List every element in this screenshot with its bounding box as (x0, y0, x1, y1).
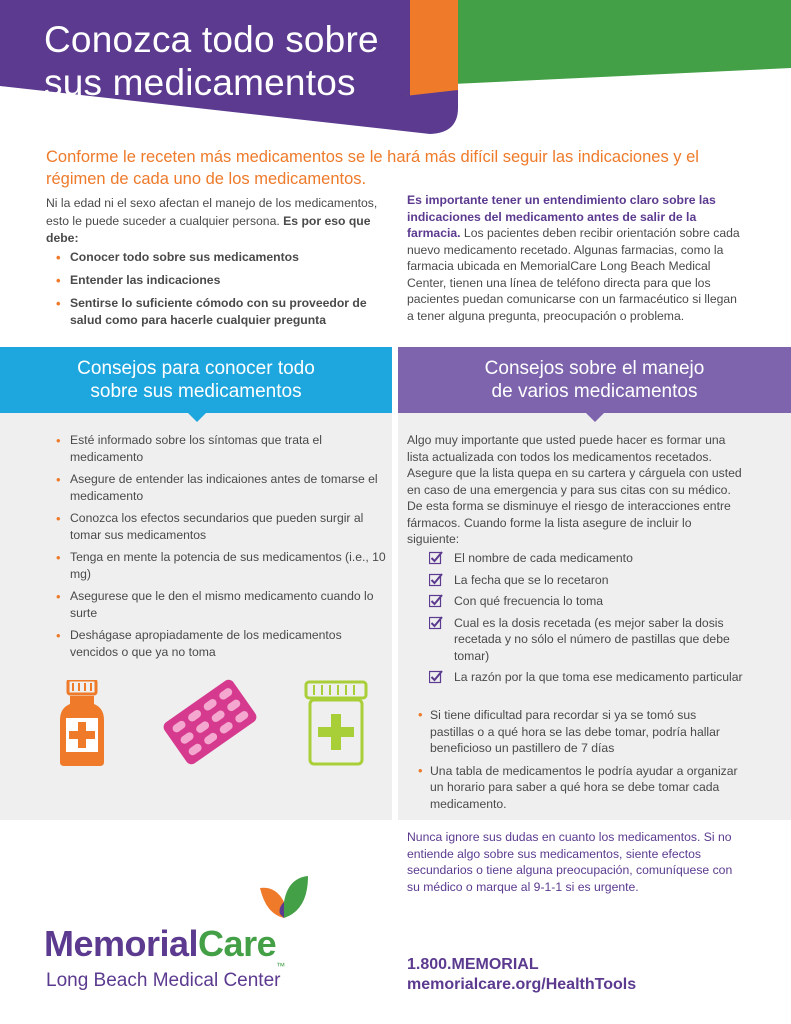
list-item: • Esté informado sobre los síntomas que trata el medicamento (56, 432, 386, 466)
pharmacy-text: Los pacientes deben recibir orientación sobre cada nuevo medicamento recetado. Algunas farmacias, como la farmacia ubicada en MemorialCare Long Beach Medical Center, tienen una línea de teléfono directa para que los pacientes puedan comunicarse con un farmacéutico si llegan a tener alguna pregunta, preocupación o problema. (407, 226, 740, 323)
phone-number[interactable]: 1.800.MEMORIAL (407, 956, 539, 973)
section-title-tips (0, 357, 392, 403)
tips-list (56, 432, 386, 666)
section-notch (188, 413, 206, 422)
checkbox-icon (429, 616, 443, 630)
section-header-manage (398, 347, 791, 413)
prescription-jar-icon (302, 680, 370, 766)
intro-strong: Es por eso que debe: (46, 213, 371, 245)
checklist-label: La razón por la que toma ese medicamento particular (454, 670, 743, 684)
checklist-label: Con qué frecuencia lo toma (454, 594, 604, 608)
logo-text-care: Care (198, 923, 277, 964)
list-item: • Si tiene dificultad para recordar si ya se tomó sus pastillas o a qué hora se las debe tomar, podría hallar beneficioso un pastillero de 7 días (418, 707, 738, 757)
section-title-line: sobre sus medicamentos (90, 381, 302, 402)
manage-intro: Algo muy importante que usted puede hacer es formar una lista actualizada con todos los medicamentos recetados. Asegure que la lista quepa en su cartera y cárguela con usted en caso de una emergencia y para sus citas con su médico. De esta forma se disminuye el riesgo de interacciones entre fármacos. Cuando forme la lista asegure de incluir lo siguiente: (407, 433, 742, 546)
intro-paragraph (46, 195, 386, 248)
checklist-item (429, 593, 749, 610)
list-item: • Deshágase apropiadamente de los medicamentos vencidos o que ya no toma (56, 627, 386, 661)
section-title-line: Consejos para conocer todo (77, 358, 315, 379)
checkbox-icon (429, 573, 443, 587)
logo-subtitle: Long Beach Medical Center (46, 970, 281, 991)
section-title-line: de varios medicamentos (491, 381, 698, 402)
intro-list (56, 249, 396, 335)
title-line-1: Conozca todo sobre (44, 19, 379, 60)
checklist-item (429, 615, 749, 665)
checklist-item (429, 669, 749, 686)
intro-text: Ni la edad ni el sexo afectan el manejo de los medicamentos, esto le puede suceder a cualquier persona. (46, 196, 378, 228)
closing-paragraph: Nunca ignore sus dudas en cuanto los medicamentos. Si no entiende algo sobre sus medicamentos, siente efectos secundarios o tiene alguna preocupación, comuníquese con su médico o marque al 9-1-1 si es urgente. (407, 830, 733, 894)
list-item: • Entender las indicaciones (56, 272, 396, 289)
pharmacy-paragraph (407, 192, 747, 324)
checklist (429, 550, 749, 691)
section-header-tips (0, 347, 392, 413)
section-title-line: Consejos sobre el manejo (484, 358, 705, 379)
list-item: • Una tabla de medicamentos le podría ayudar a organizar un horario para saber a qué hora se debe tomar cada medicamento. (418, 763, 738, 813)
memorialcare-logo (44, 923, 285, 971)
pharmacy-strong: Es importante tener un entendimiento claro sobre las indicaciones del medicamento antes de salir de la farmacia. (407, 193, 716, 240)
checklist-item (429, 550, 749, 567)
checklist-label: El nombre de cada medicamento (454, 551, 633, 565)
website-link[interactable]: memorialcare.org/HealthTools (407, 976, 637, 993)
list-item: • Asegurese que le den el mismo medicamento cuando lo surte (56, 588, 386, 622)
section-title-manage (398, 357, 791, 403)
manage-list (418, 707, 738, 818)
logo-text-memorial: Memorial (44, 923, 199, 964)
checkbox-icon (429, 551, 443, 565)
title-line-2: sus medicamentos (44, 62, 356, 103)
checkbox-icon (429, 670, 443, 684)
page-title (44, 18, 424, 104)
list-item: • Conozca los efectos secundarios que pueden surgir al tomar sus medicamentos (56, 510, 386, 544)
checklist-label: La fecha que se lo recetaron (454, 572, 609, 587)
section-notch (586, 413, 604, 422)
leaf-logo-icon (258, 874, 310, 922)
list-item: • Conocer todo sobre sus medicamentos (56, 249, 396, 266)
lead-paragraph: Conforme le receten más medicamentos se le hará más difícil seguir las indicaciones y el régimen de cada uno de los medicamentos. (46, 148, 699, 188)
medicine-bottle-icon (58, 680, 106, 768)
checklist-item (429, 572, 749, 589)
pill-blister-icon (158, 672, 262, 772)
checkbox-icon (429, 594, 443, 608)
checklist-label: Cual es la dosis recetada (es mejor saber la dosis recetada y no sólo el número de pastillas que debe tomar) (454, 615, 730, 663)
list-item: • Sentirse lo suficiente cómodo con su proveedor de salud como para hacerle cualquier pregunta (56, 295, 396, 329)
trademark-symbol: ™ (276, 961, 285, 971)
list-item: • Tenga en mente la potencia de sus medicamentos (i.e., 10 mg) (56, 549, 386, 583)
list-item: • Asegure de entender las indicaiones antes de tomarse el medicamento (56, 471, 386, 505)
